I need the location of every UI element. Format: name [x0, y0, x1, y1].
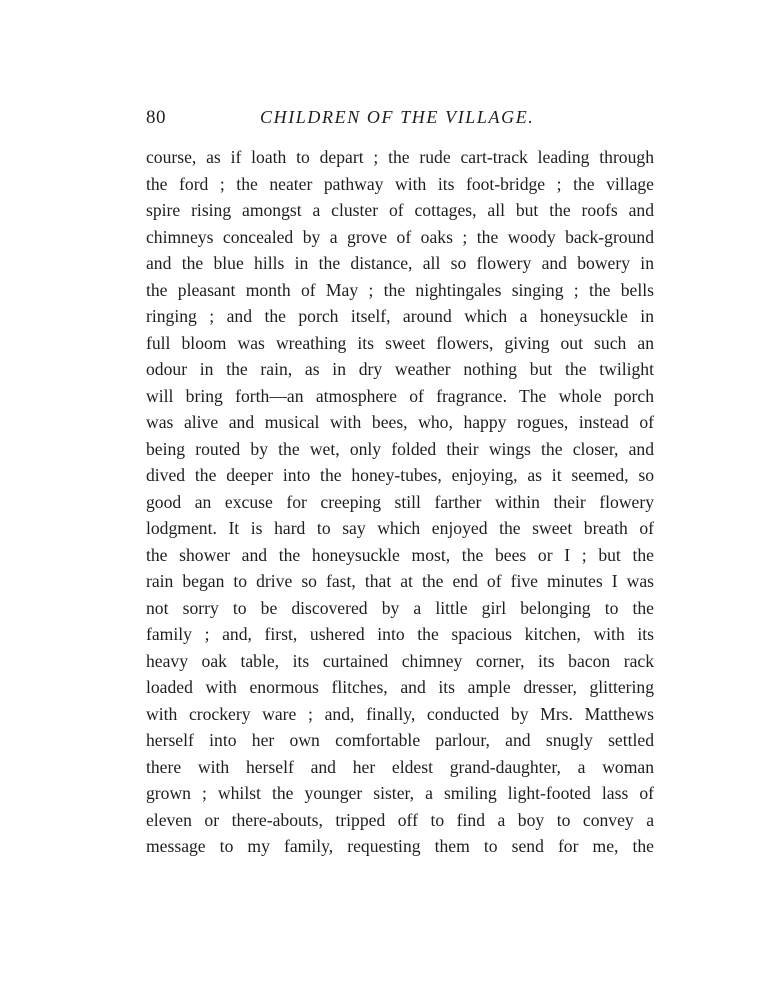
text-line: family ; and, first, ushered into the spacious kitchen, with its — [146, 624, 654, 644]
text-line: spire rising amongst a cluster of cottages, all but the roofs and — [146, 200, 654, 220]
text-line: eleven or there-abouts, tripped off to find a boy to convey a — [146, 809, 654, 830]
text-line: lodgment. It is hard to say which enjoyed the sweet breath of — [146, 518, 654, 538]
text-line: there with herself and her eldest grand-daughter, a woman — [146, 756, 654, 777]
text-line: being routed by the wet, only folded their wings the closer, and — [146, 438, 654, 459]
text-line: the pleasant month of May ; the nightingales singing ; the bells — [146, 279, 654, 300]
text-line: chimneys concealed by a grove of oaks ; the woody back-ground — [146, 226, 654, 247]
text-line: ringing ; and the porch itself, around which a honeysuckle in — [146, 306, 654, 326]
text-line: grown ; whilst the younger sister, a smiling light-footed lass of — [146, 783, 654, 803]
text-line: was alive and musical with bees, who, happy rogues, instead of — [146, 412, 654, 432]
text-line: herself into her own comfortable parlour, and snugly settled — [146, 730, 654, 750]
text-line: full bloom was wreathing its sweet flowers, giving out such an — [146, 332, 654, 353]
page-header — [146, 107, 656, 133]
text-line: the shower and the honeysuckle most, the bees or I ; but the — [146, 544, 654, 565]
text-line: with crockery ware ; and, finally, conducted by Mrs. Matthews — [146, 703, 654, 724]
page-number: 80 — [146, 107, 166, 128]
text-line: good an excuse for creeping still farther within their flowery — [146, 491, 654, 512]
text-line: message to my family, requesting them to send for me, the — [146, 836, 654, 856]
text-line: the ford ; the neater pathway with its foot-bridge ; the village — [146, 173, 654, 194]
text-line: and the blue hills in the distance, all so flowery and bowery in — [146, 253, 654, 273]
body-text — [146, 144, 654, 860]
text-line: dived the deeper into the honey-tubes, enjoying, as it seemed, so — [146, 465, 654, 485]
text-line: not sorry to be discovered by a little girl belonging to the — [146, 597, 654, 618]
text-line: course, as if loath to depart ; the rude cart-track leading through — [146, 147, 654, 167]
text-line: will bring forth—an atmosphere of fragrance. The whole porch — [146, 385, 654, 406]
text-line: rain began to drive so fast, that at the end of five minutes I was — [146, 571, 654, 591]
text-line: odour in the rain, as in dry weather nothing but the twilight — [146, 359, 654, 379]
text-line: heavy oak table, its curtained chimney corner, its bacon rack — [146, 650, 654, 671]
text-line: loaded with enormous flitches, and its ample dresser, glittering — [146, 677, 654, 697]
running-title: CHILDREN OF THE VILLAGE. — [260, 107, 535, 127]
